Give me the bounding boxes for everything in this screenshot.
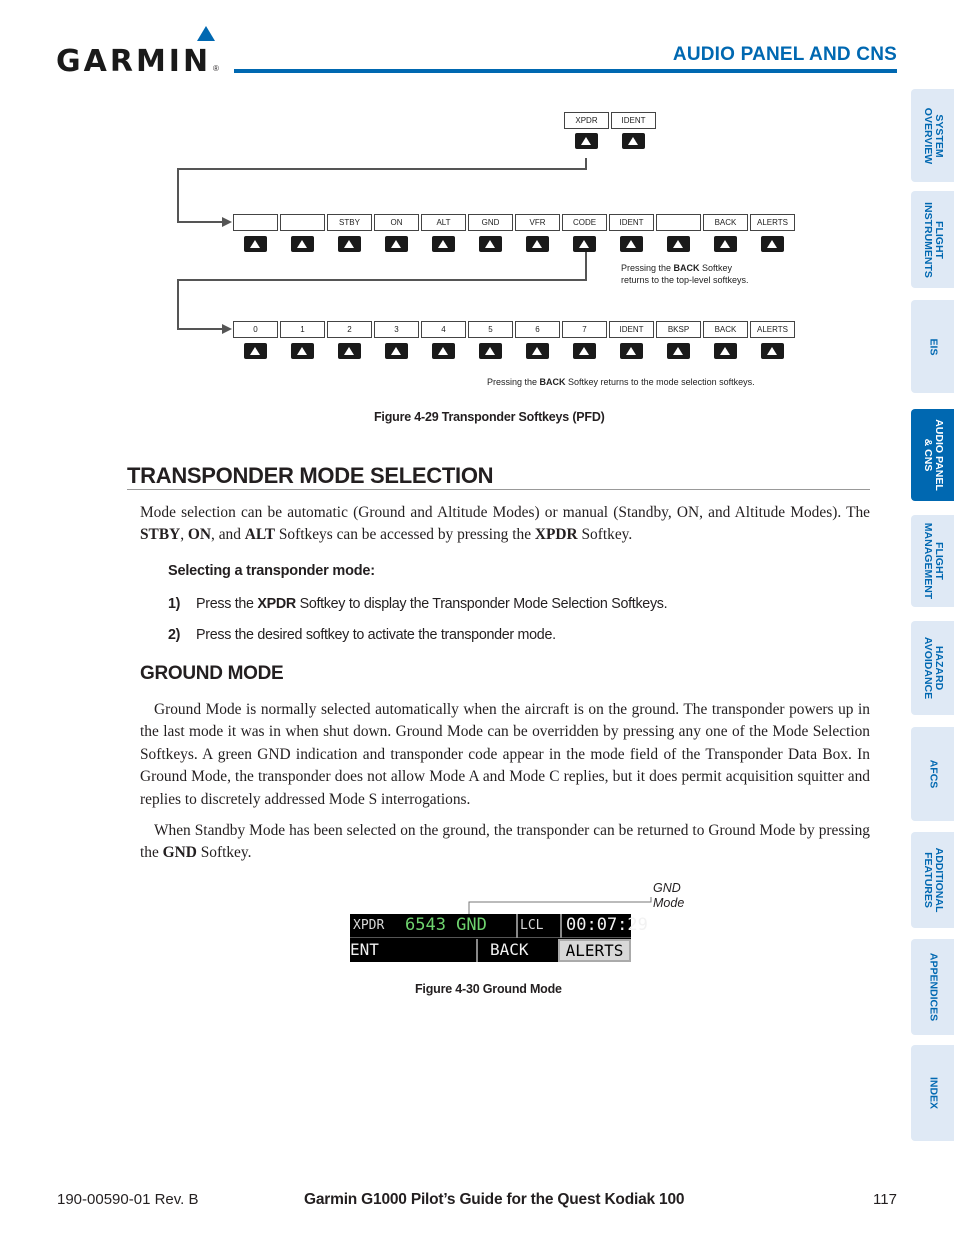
softkey-button-icon[interactable] (385, 343, 408, 359)
softkey-label-ident: IDENT (611, 112, 656, 129)
tab-audio-panel-cns[interactable] (911, 409, 954, 501)
transponder-data-box-image (350, 914, 648, 962)
softkey-button-icon[interactable] (620, 236, 643, 252)
softkey-label: ON (374, 214, 419, 231)
connector-top (178, 158, 586, 222)
tab-flight-management[interactable] (911, 515, 954, 607)
softkey-label: STBY (327, 214, 372, 231)
back-note-2: Pressing the BACK Softkey returns to the mode selection softkeys. (487, 377, 755, 387)
softkey-button-icon[interactable] (244, 343, 267, 359)
softkey-label: IDENT (609, 214, 654, 231)
divider (560, 914, 562, 938)
garmin-logo (56, 26, 221, 79)
softkey-button-icon[interactable] (761, 236, 784, 252)
softkey-label (280, 214, 325, 231)
arrow-head-2 (222, 324, 232, 334)
softkey-label: BACK (703, 214, 748, 231)
softkey-button-icon[interactable] (338, 343, 361, 359)
arrow-head-1 (222, 217, 232, 227)
softkey-button-icon[interactable] (573, 236, 596, 252)
softkey-label: 6 (515, 321, 560, 338)
footer-page-number: 117 (873, 1191, 897, 1208)
tab-label: INDEX (927, 1076, 939, 1110)
softkey-button-icon[interactable] (667, 236, 690, 252)
xpdr-code-mode: 6543 GND (405, 915, 487, 935)
softkey-button-icon[interactable] (385, 236, 408, 252)
softkey-label (233, 214, 278, 231)
softkey-button-icon[interactable] (479, 236, 502, 252)
softkey-label: 1 (280, 321, 325, 338)
tab-flight-instruments[interactable] (911, 191, 954, 288)
tab-eis[interactable] (911, 300, 954, 393)
tab-label: EIS (927, 338, 939, 355)
procedure-step-2: 2) Press the desired softkey to activate the transponder mode. (168, 627, 556, 643)
softkey-button-icon[interactable] (432, 236, 455, 252)
ground-mode-paragraph-2: When Standby Mode has been selected on the ground, the transponder can be returned to Ground Mode by pressing the GND Softkey. (140, 822, 870, 862)
softkey-label: 0 (233, 321, 278, 338)
tab-label: SYSTEM OVERVIEW (921, 107, 945, 164)
figure-4-29-caption: Figure 4-29 Transponder Softkeys (PFD) (374, 410, 605, 424)
softkey-back: BACK (490, 940, 529, 959)
softkey-label: VFR (515, 214, 560, 231)
softkey-button-icon[interactable] (291, 343, 314, 359)
softkey-label-xpdr: XPDR (564, 112, 609, 129)
lcl-label: LCL (520, 918, 544, 933)
softkey-button-icon[interactable] (620, 343, 643, 359)
connector-mid (178, 245, 586, 329)
ground-mode-heading: GROUND MODE (140, 663, 284, 684)
softkey-alerts: ALERTS (558, 939, 631, 962)
softkey-label (656, 214, 701, 231)
tab-label: FLIGHT INSTRUMENTS (921, 201, 945, 278)
procedure-title: Selecting a transponder mode: (168, 563, 375, 579)
logo-registered-mark: ® (213, 64, 219, 73)
softkey-label: BACK (703, 321, 748, 338)
tab-label: FLIGHT MANAGEMENT (921, 522, 945, 600)
tab-system-overview[interactable] (911, 89, 954, 182)
tab-appendices[interactable] (911, 939, 954, 1035)
logo-wordmark: GARMIN (56, 44, 212, 79)
tab-index[interactable] (911, 1045, 954, 1141)
softkey-button-icon[interactable] (575, 133, 598, 149)
softkey-label: 2 (327, 321, 372, 338)
softkey-label: 3 (374, 321, 419, 338)
local-time: 00:07:29 (566, 915, 648, 935)
back-note-1: Pressing the BACK Softkey returns to the top-level softkeys. (621, 263, 749, 285)
softkey-button-icon[interactable] (622, 133, 645, 149)
softkey-label: BKSP (656, 321, 701, 338)
softkey-label: 7 (562, 321, 607, 338)
softkey-button-icon[interactable] (338, 236, 361, 252)
softkey-button-icon[interactable] (526, 343, 549, 359)
ground-mode-paragraph-1: Ground Mode is normally selected automatically when the aircraft is on the ground. The transponder powers up in the last mode it was in when shut down. Ground Mode can be overridden by pressing any one of the Mode Selection Softkeys. A green GND indication and transponder code appear in the mode field of the Transponder Data Box. In Ground Mode, the transponder does not allow Mode A and Mode C replies, but it does permit acquisition squitter and replies to discretely addressed Mode S interrogations. (140, 701, 870, 808)
tab-label: AFCS (927, 759, 939, 789)
softkey-label: ALERTS (750, 321, 795, 338)
section-title: AUDIO PANEL AND CNS (672, 44, 897, 65)
softkey-diagram (170, 105, 810, 395)
softkey-button-icon[interactable] (291, 236, 314, 252)
softkey-button-icon[interactable] (479, 343, 502, 359)
softkey-label: CODE (562, 214, 607, 231)
softkey-label: ALERTS (750, 214, 795, 231)
figure-4-30-caption: Figure 4-30 Ground Mode (415, 982, 562, 996)
softkey-label: ALT (421, 214, 466, 231)
section-heading: TRANSPONDER MODE SELECTION (127, 463, 494, 488)
softkey-ent: ENT (350, 940, 379, 959)
procedure-step-1: 1) Press the XPDR Softkey to display the Transponder Mode Selection Softkeys. (168, 596, 668, 612)
header-rule (234, 69, 897, 73)
softkey-button-icon[interactable] (761, 343, 784, 359)
softkey-button-icon[interactable] (573, 343, 596, 359)
tab-label: AUDIO PANEL & CNS (921, 419, 945, 491)
softkey-button-icon[interactable] (432, 343, 455, 359)
logo-triangle-icon (197, 26, 215, 41)
softkey-button-icon[interactable] (667, 343, 690, 359)
tab-label: APPENDICES (927, 952, 939, 1022)
xpdr-label: XPDR (353, 918, 385, 933)
tab-hazard-avoidance[interactable] (911, 621, 954, 715)
tab-label: ADDITIONAL FEATURES (921, 847, 945, 913)
tab-afcs[interactable] (911, 727, 954, 821)
footer-doc-number: 190-00590-01 Rev. B (57, 1191, 199, 1208)
gnd-mode-callout: GND Mode (653, 881, 685, 910)
softkey-button-icon[interactable] (714, 236, 737, 252)
softkey-label: IDENT (609, 321, 654, 338)
footer-title: Garmin G1000 Pilot’s Guide for the Quest Kodiak 100 (304, 1191, 685, 1208)
softkey-label: 5 (468, 321, 513, 338)
softkey-button-icon[interactable] (714, 343, 737, 359)
divider (516, 914, 518, 938)
section-heading-rule (127, 489, 870, 490)
softkey-label: 4 (421, 321, 466, 338)
softkey-button-icon[interactable] (244, 236, 267, 252)
softkey-button-icon[interactable] (526, 236, 549, 252)
tab-additional-features[interactable] (911, 832, 954, 928)
tab-label: HAZARD AVOIDANCE (921, 636, 945, 700)
divider (476, 939, 478, 962)
softkey-label: GND (468, 214, 513, 231)
intro-paragraph: Mode selection can be automatic (Ground and Altitude Modes) or manual (Standby, ON, and Altitude Modes). The STBY, ON, and ALT Softkeys can be accessed by pressing the XPDR Softkey. (140, 504, 870, 544)
